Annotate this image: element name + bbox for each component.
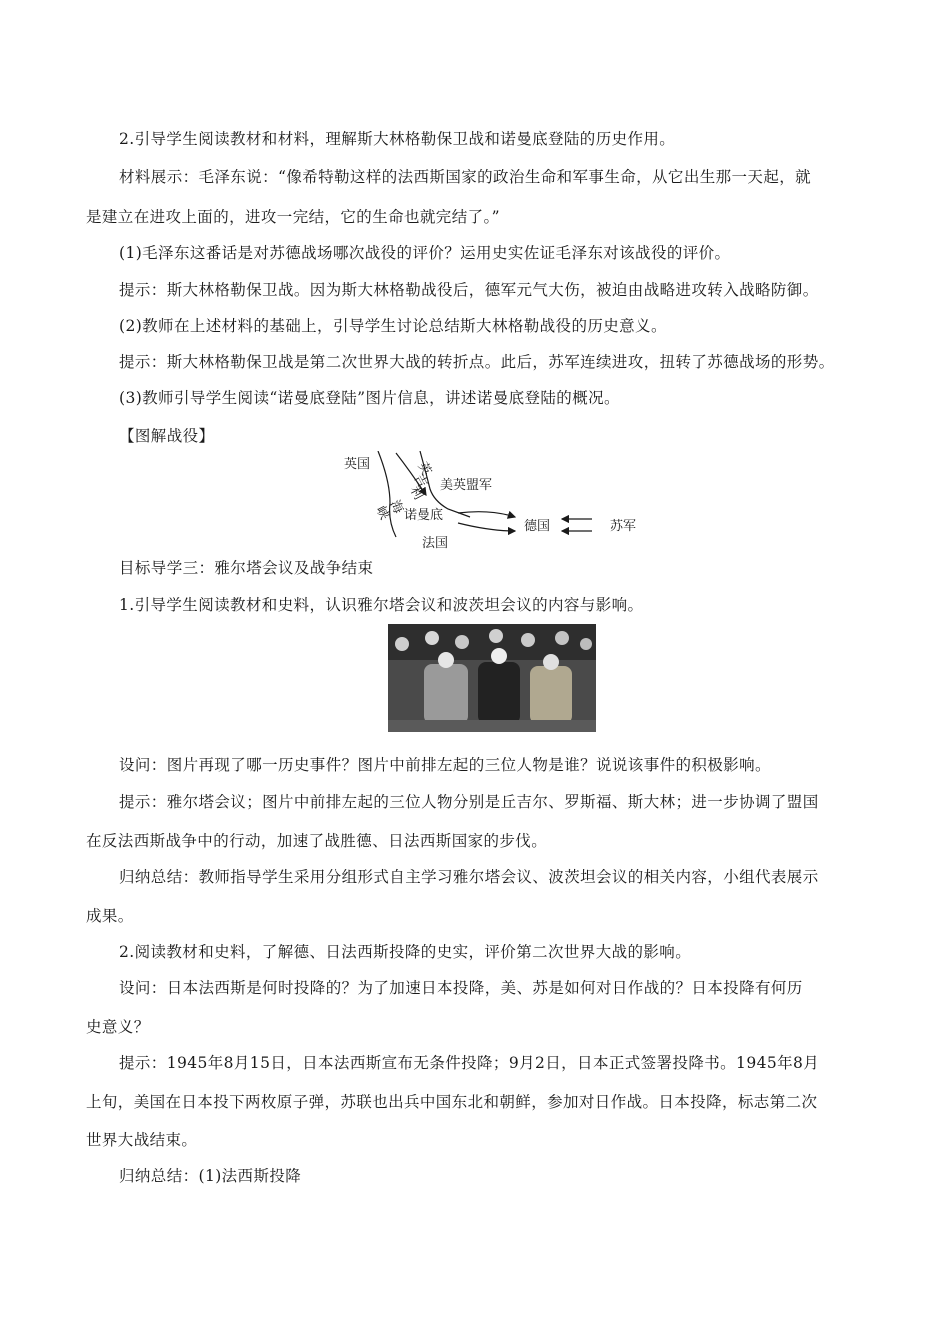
question-1: (1)毛泽东这番话是对苏德战场哪次战役的评价？运用史实佐证毛泽东对该战役的评价。 xyxy=(119,244,731,262)
hint-1: 提示：斯大林格勒保卫战。因为斯大林格勒战役后，德军元气大伤，被迫由战略进攻转入战略防御。 xyxy=(119,281,819,299)
yalta-conference-photo xyxy=(388,624,596,732)
svg-text:峡: 峡 xyxy=(372,503,392,523)
section-heading-goal-3: 目标导学三：雅尔塔会议及战争结束 xyxy=(119,559,374,577)
west-front-arrow-2 xyxy=(458,523,515,531)
label-germany: 德国 xyxy=(524,519,551,534)
svg-text:海: 海 xyxy=(386,497,406,517)
question-japan-line-2: 史意义？ xyxy=(86,1018,150,1036)
paragraph-goal-3-2: 2.阅读教材和史料，了解德、日法西斯投降的史实，评价第二次世界大战的影响。 xyxy=(119,943,692,961)
summary-line-2: 成果。 xyxy=(86,907,134,925)
hint-yalta-line-2: 在反法西斯战争中的行动，加速了战胜德、日法西斯国家的步伐。 xyxy=(86,832,548,850)
label-france: 法国 xyxy=(422,536,449,551)
question-2: (2)教师在上述材料的基础上，引导学生讨论总结斯大林格勒战役的历史意义。 xyxy=(119,317,667,335)
normandy-battle-diagram xyxy=(330,451,650,555)
material-quote-line-1: 材料展示：毛泽东说：“像希特勒这样的法西斯国家的政治生命和军事生命，从它出生那一天起，就 xyxy=(119,168,812,186)
section-heading-battle-diagram: 【图解战役】 xyxy=(119,427,215,445)
paragraph-goal-3-1: 1.引导学生阅读教材和史料，认识雅尔塔会议和波茨坦会议的内容与影响。 xyxy=(119,596,644,614)
question-yalta: 设问：图片再现了哪一历史事件？图片中前排左起的三位人物是谁？说说该事件的积极影响。 xyxy=(119,756,771,774)
label-soviet-army: 苏军 xyxy=(610,519,637,534)
summary-fascist-surrender: 归纳总结：(1)法西斯投降 xyxy=(119,1167,302,1185)
svg-text:吉: 吉 xyxy=(410,471,430,491)
hint-japan-line-1: 提示：1945年8月15日，日本法西斯宣布无条件投降；9月2日，日本正式签署投降书。1945年8月 xyxy=(119,1054,820,1072)
label-allied-forces: 美英盟军 xyxy=(440,478,493,493)
material-quote-line-2: 是建立在进攻上面的，进攻一完结，它的生命也就完结了。” xyxy=(86,208,500,226)
question-japan-line-1: 设问：日本法西斯是何时投降的？为了加速日本投降，美、苏是如何对日作战的？日本投降有何历 xyxy=(119,979,803,997)
hint-yalta-line-1: 提示：雅尔塔会议；图片中前排左起的三位人物分别是丘吉尔、罗斯福、斯大林；进一步协调了盟国 xyxy=(119,793,819,811)
hint-2: 提示：斯大林格勒保卫战是第二次世界大战的转折点。此后，苏军连续进攻，扭转了苏德战场的形势。 xyxy=(119,353,835,371)
question-3: (3)教师引导学生阅读“诺曼底登陆”图片信息，讲述诺曼底登陆的概况。 xyxy=(119,389,620,407)
summary-line-1: 归纳总结：教师指导学生采用分组形式自主学习雅尔塔会议、波茨坦会议的相关内容，小组代表展示 xyxy=(119,868,819,886)
svg-text:利: 利 xyxy=(406,483,426,503)
paragraph-goal-2: 2.引导学生阅读教材和材料，理解斯大林格勒保卫战和诺曼底登陆的历史作用。 xyxy=(119,130,676,148)
hint-japan-line-3: 世界大战结束。 xyxy=(86,1131,198,1149)
coastline-britain xyxy=(378,451,396,537)
hint-japan-line-2: 上旬，美国在日本投下两枚原子弹，苏联也出兵中国东北和朝鲜，参加对日作战。日本投降，标志第二次 xyxy=(86,1093,818,1111)
svg-text:英: 英 xyxy=(414,459,434,479)
label-normandy: 诺曼底 xyxy=(404,508,444,523)
label-britain: 英国 xyxy=(344,457,371,472)
